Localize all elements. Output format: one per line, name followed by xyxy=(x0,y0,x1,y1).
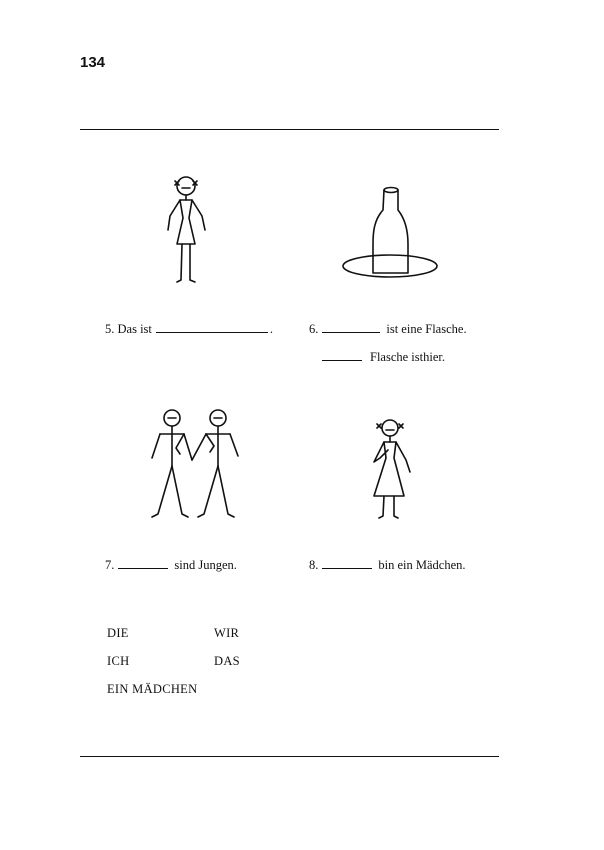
word-bank-item: EIN MÄDCHEN xyxy=(107,682,198,696)
exercise-7-text: sind Jungen. xyxy=(174,558,237,572)
exercise-5 xyxy=(105,321,273,337)
exercise-6-number: 6. xyxy=(309,322,319,336)
word-bank-item: ICH xyxy=(107,654,130,668)
exercise-5-number: 5. xyxy=(105,322,115,336)
exercise-8-text: bin ein Mädchen. xyxy=(378,558,466,572)
exercise-6 xyxy=(309,321,467,337)
exercise-6b-text: Flasche isthier. xyxy=(370,350,445,364)
girl-figure-illustration xyxy=(160,172,212,288)
answer-blank-6[interactable] xyxy=(322,323,380,333)
answer-blank-7[interactable] xyxy=(118,559,168,569)
word-bank-item: DIE xyxy=(107,626,129,640)
exercise-6b xyxy=(322,349,445,365)
word-bank-item: DAS xyxy=(214,654,240,668)
answer-blank-5[interactable] xyxy=(156,323,268,333)
girl-pointing-illustration xyxy=(366,416,418,522)
answer-blank-6b[interactable] xyxy=(322,351,362,361)
exercise-5-end: . xyxy=(269,322,273,336)
two-boys-illustration xyxy=(140,406,250,522)
exercise-6-text: ist eine Flasche. xyxy=(386,322,467,336)
bottle-illustration xyxy=(338,184,442,278)
exercise-5-text: Das ist xyxy=(117,322,152,336)
exercise-8-number: 8. xyxy=(309,558,319,572)
page-number: 134 xyxy=(80,54,106,71)
exercise-8 xyxy=(309,557,466,573)
exercise-7 xyxy=(105,557,237,573)
exercise-7-number: 7. xyxy=(105,558,115,572)
answer-blank-8[interactable] xyxy=(322,559,372,569)
bottom-rule xyxy=(80,756,499,757)
top-rule xyxy=(80,129,499,130)
word-bank-item: WIR xyxy=(214,626,240,640)
